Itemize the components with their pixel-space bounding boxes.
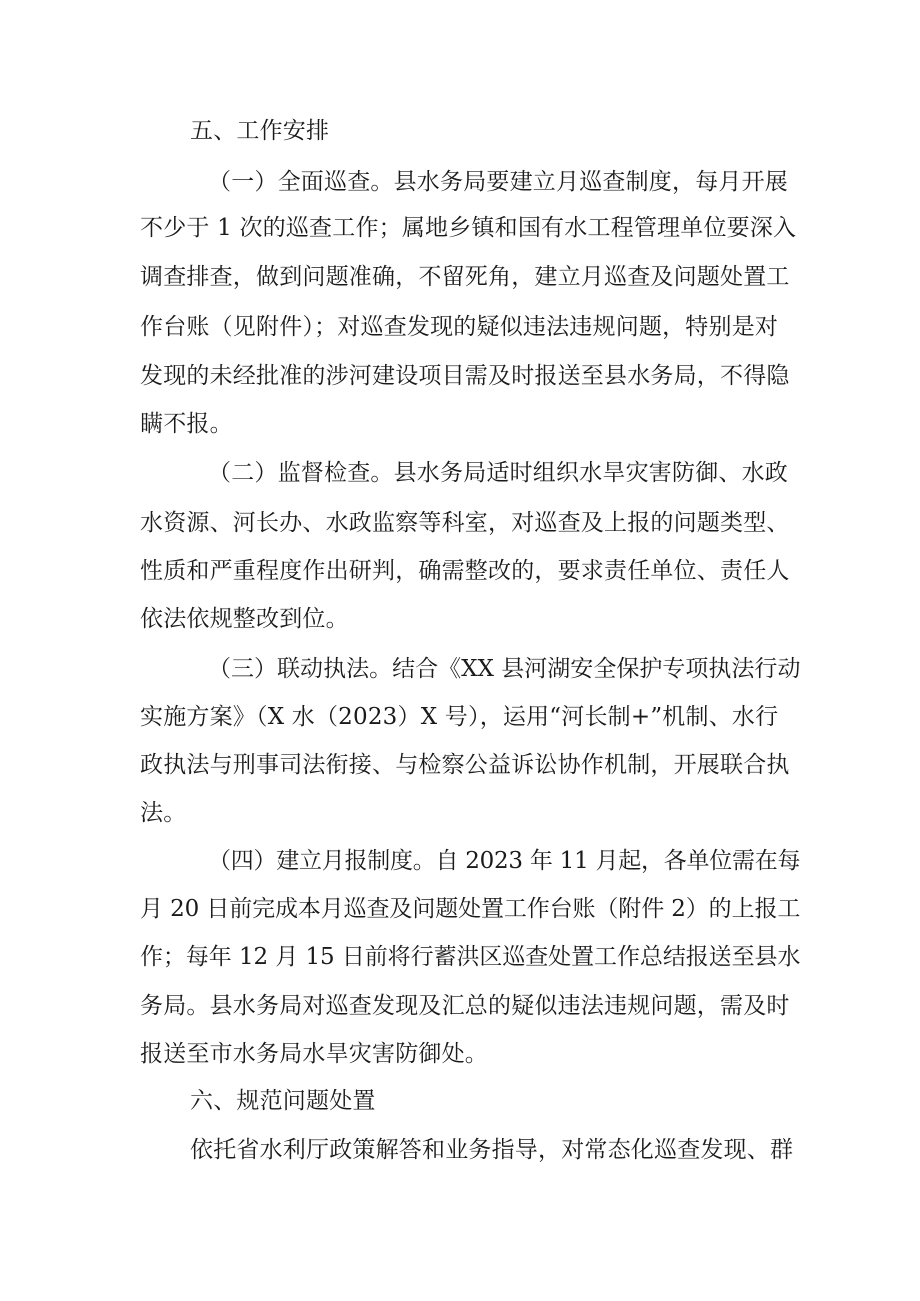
paragraph-line: 依法依规整改到位。 [140, 606, 349, 632]
section-heading-6: 六、规范问题处置 [190, 1088, 376, 1114]
paragraph-line: 法。 [140, 800, 187, 826]
paragraph-line: （四）建立月报制度。自 2023 年 11 月起，各单位需在每 [208, 848, 801, 874]
paragraph-line: 瞒不报。 [140, 411, 233, 437]
paragraph-line: （三）联动执法。结合《XX 县河湖安全保护专项执法行动 [208, 656, 801, 682]
paragraph-line: 水资源、河长办、水政监察等科室，对巡查及上报的问题类型、 [140, 510, 790, 536]
paragraph-line: 作；每年 12 月 15 日前将行蓄洪区巡查处置工作总结报送至县水 [140, 944, 801, 970]
paragraph-line: 作台账（见附件）；对巡查发现的疑似违法违规问题，特别是对 [140, 314, 779, 340]
paragraph-line: （一）全面巡查。县水务局要建立月巡查制度，每月开展 [208, 169, 788, 195]
paragraph-line: 依托省水利厅政策解答和业务指导，对常态化巡查发现、群 [190, 1137, 794, 1163]
paragraph-line: 不少于 1 次的巡查工作；属地乡镇和国有水工程管理单位要深入 [140, 215, 797, 241]
paragraph-line: 务局。县水务局对巡查发现及汇总的疑似违法违规问题，需及时 [140, 993, 790, 1019]
paragraph-line: 报送至市水务局水旱灾害防御处。 [140, 1041, 488, 1067]
paragraph-line: 实施方案》（X 水（2023）X 号），运用“河长制+”机制、水行 [140, 704, 779, 730]
paragraph-line: 性质和严重程度作出研判，确需整改的，要求责任单位、责任人 [140, 558, 790, 584]
paragraph-line: 月 20 日前完成本月巡查及问题处置工作台账（附件 2）的上报工 [140, 896, 801, 922]
paragraph-line: 发现的未经批准的涉河建设项目需及时报送至县水务局，不得隐 [140, 363, 790, 389]
section-heading-5: 五、工作安排 [190, 118, 330, 144]
paragraph-line: 政执法与刑事司法衔接、与检察公益诉讼协作机制，开展联合执 [140, 752, 790, 778]
paragraph-line: （二）监督检查。县水务局适时组织水旱灾害防御、水政 [208, 460, 788, 486]
paragraph-line: 调查排查，做到问题准确，不留死角，建立月巡查及问题处置工 [140, 264, 790, 290]
